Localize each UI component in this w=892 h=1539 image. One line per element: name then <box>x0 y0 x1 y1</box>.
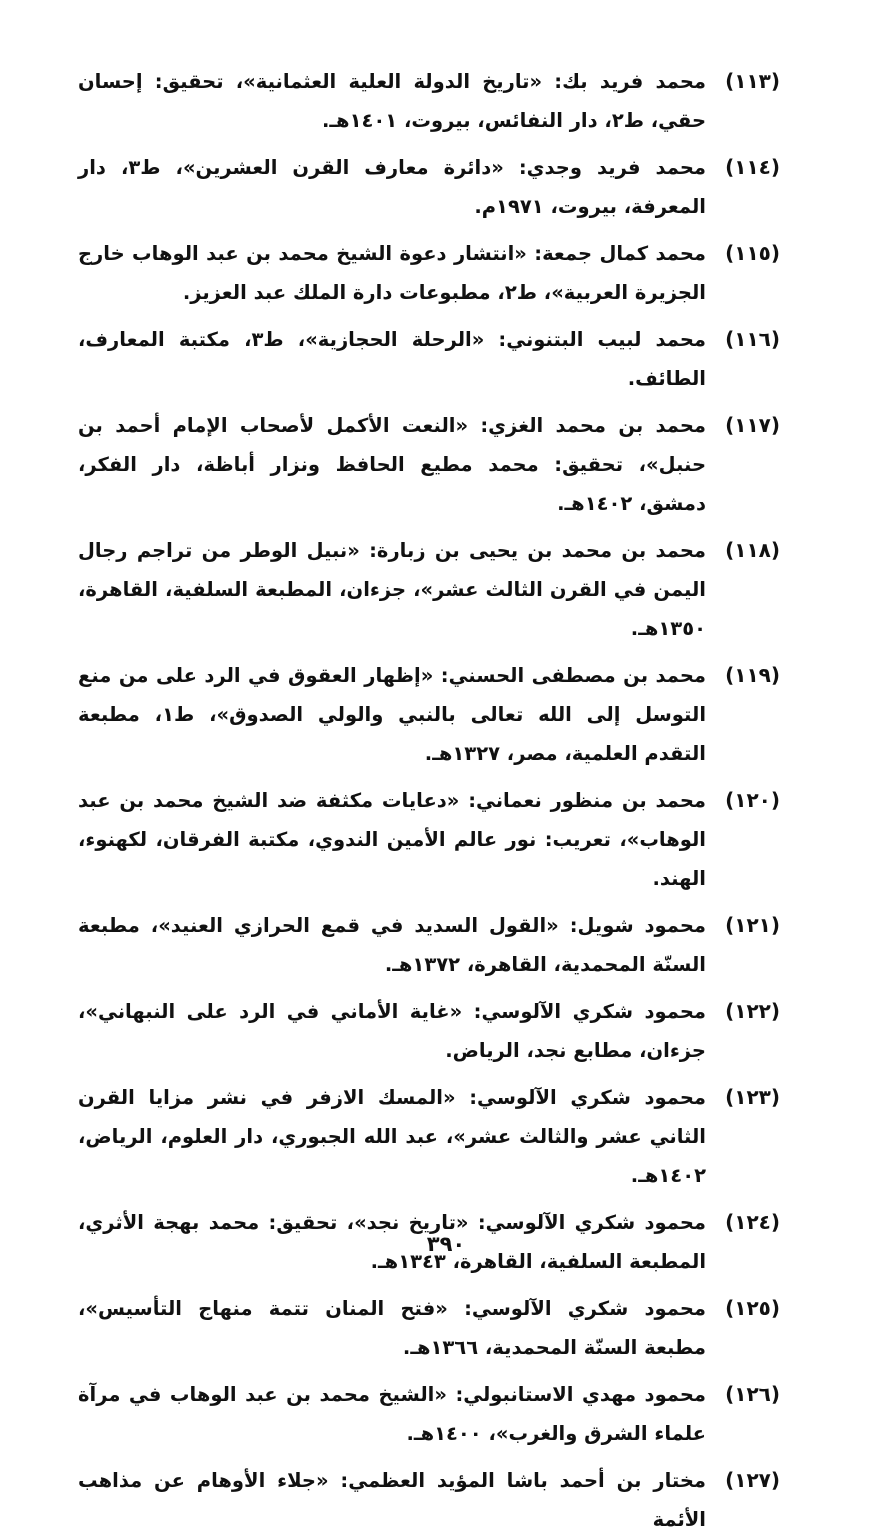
entry-text: محمود شكري الآلوسي: «المسك الازفر في نشر مزايا القرن الثاني عشر والثالث عشر»، عبد الله الجبوري، دار العلوم، الرياض، ١٤٠٢هـ. <box>78 1086 706 1187</box>
entry-text: محمود مهدي الاستانبولي: «الشيخ محمد بن عبد الوهاب في مرآة علماء الشرق والغرب»، ١٤٠٠هـ. <box>78 1383 706 1445</box>
bibliography-entry <box>78 906 780 984</box>
entry-text: مختار بن أحمد باشا المؤيد العظمي: «جلاء الأوهام عن مذاهب الأئمة <box>78 1469 706 1531</box>
entry-number: (١٢٠) <box>725 788 780 812</box>
bibliography-entry <box>78 1289 780 1367</box>
page-number: ٣٩٠ <box>426 1232 466 1256</box>
entry-text: محمد بن مصطفى الحسني: «إظهار العقوق في الرد على من منع التوسل إلى الله تعالى بالنبي والولي الصدوق»، ط١، مطبعة التقدم العلمية، مصر، ١٣٢٧هـ. <box>78 664 707 765</box>
bibliography-entry <box>78 320 780 398</box>
entry-text: محمد فريد وجدي: «دائرة معارف القرن العشرين»، ط٣، دار المعرفة، بيروت، ١٩٧١م. <box>78 156 706 218</box>
entry-number: (١١٦) <box>725 327 780 351</box>
bibliography-entry <box>78 1375 780 1453</box>
entry-text: محمد بن محمد الغزي: «النعت الأكمل لأصحاب الإمام أحمد بن حنبل»، تحقيق: محمد مطيع الحافظ ونزار أباظة، دار الفكر، دمشق، ١٤٠٢هـ. <box>78 414 706 515</box>
entry-number: (١١٧) <box>725 413 780 437</box>
entry-text: محمد بن محمد بن يحيى بن زبارة: «نبيل الوطر من تراجم رجال اليمن في القرن الثالث عشر»، جزءان، المطبعة السلفية، القاهرة، ١٣٥٠هـ. <box>78 539 706 640</box>
entry-number: (١١٣) <box>725 69 780 93</box>
entry-text: محمود شكري الآلوسي: «غاية الأماني في الرد على النبهاني»، جزءان، مطابع نجد، الرياض. <box>78 1000 706 1062</box>
entry-number: (١٢٧) <box>725 1468 780 1492</box>
entry-number: (١٢٤) <box>725 1210 780 1234</box>
entry-text: محمود شكري الآلوسي: «تاريخ نجد»، تحقيق: محمد بهجة الأثري، المطبعة السلفية، القاهرة، ١٣٤٣هـ. <box>78 1211 706 1273</box>
bibliography-entry <box>78 992 780 1070</box>
bibliography-entry <box>78 531 780 648</box>
bibliography-entry <box>78 234 780 312</box>
entry-number: (١٢١) <box>725 913 780 937</box>
entry-number: (١٢٥) <box>725 1296 780 1320</box>
entry-text: محمد فريد بك: «تاريخ الدولة العلية العثمانية»، تحقيق: إحسان حقي، ط٢، دار النفائس، بيروت، ١٤٠١هـ. <box>78 70 706 132</box>
bibliography-entry <box>78 62 780 140</box>
entry-text: محمد بن منظور نعماني: «دعايات مكثفة ضد الشيخ محمد بن عبد الوهاب»، تعريب: نور عالم الأمين الندوي، مكتبة الفرقان، لكهنوء، الهند. <box>78 789 706 890</box>
bibliography-entry <box>78 781 780 898</box>
bibliography-entry <box>78 406 780 523</box>
entry-text: محمد لبيب البتنوني: «الرحلة الحجازية»، ط٣، مكتبة المعارف، الطائف. <box>78 328 706 390</box>
bibliography-entry <box>78 656 780 773</box>
entry-number: (١١٥) <box>725 241 780 265</box>
entry-text: محمد كمال جمعة: «انتشار دعوة الشيخ محمد بن عبد الوهاب خارج الجزيرة العربية»، ط٢، مطبوعات دارة الملك عبد العزيز. <box>78 242 706 304</box>
entry-number: (١٢٢) <box>725 999 780 1023</box>
bibliography-list <box>78 62 780 1539</box>
entry-number: (١١٤) <box>725 155 780 179</box>
entry-number: (١٢٣) <box>725 1085 780 1109</box>
entry-number: (١١٩) <box>725 663 780 687</box>
entry-text: محمود شكري الآلوسي: «فتح المنان تتمة منهاج التأسيس»، مطبعة السنّة المحمدية، ١٣٦٦هـ. <box>78 1297 706 1359</box>
entry-text: محمود شويل: «القول السديد في قمع الحرازي العنيد»، مطبعة السنّة المحمدية، القاهرة، ١٣٧٢هـ. <box>78 914 706 976</box>
entry-number: (١١٨) <box>725 538 780 562</box>
bibliography-entry <box>78 1078 780 1195</box>
bibliography-entry <box>78 1461 780 1539</box>
bibliography-entry <box>78 148 780 226</box>
entry-number: (١٢٦) <box>725 1382 780 1406</box>
